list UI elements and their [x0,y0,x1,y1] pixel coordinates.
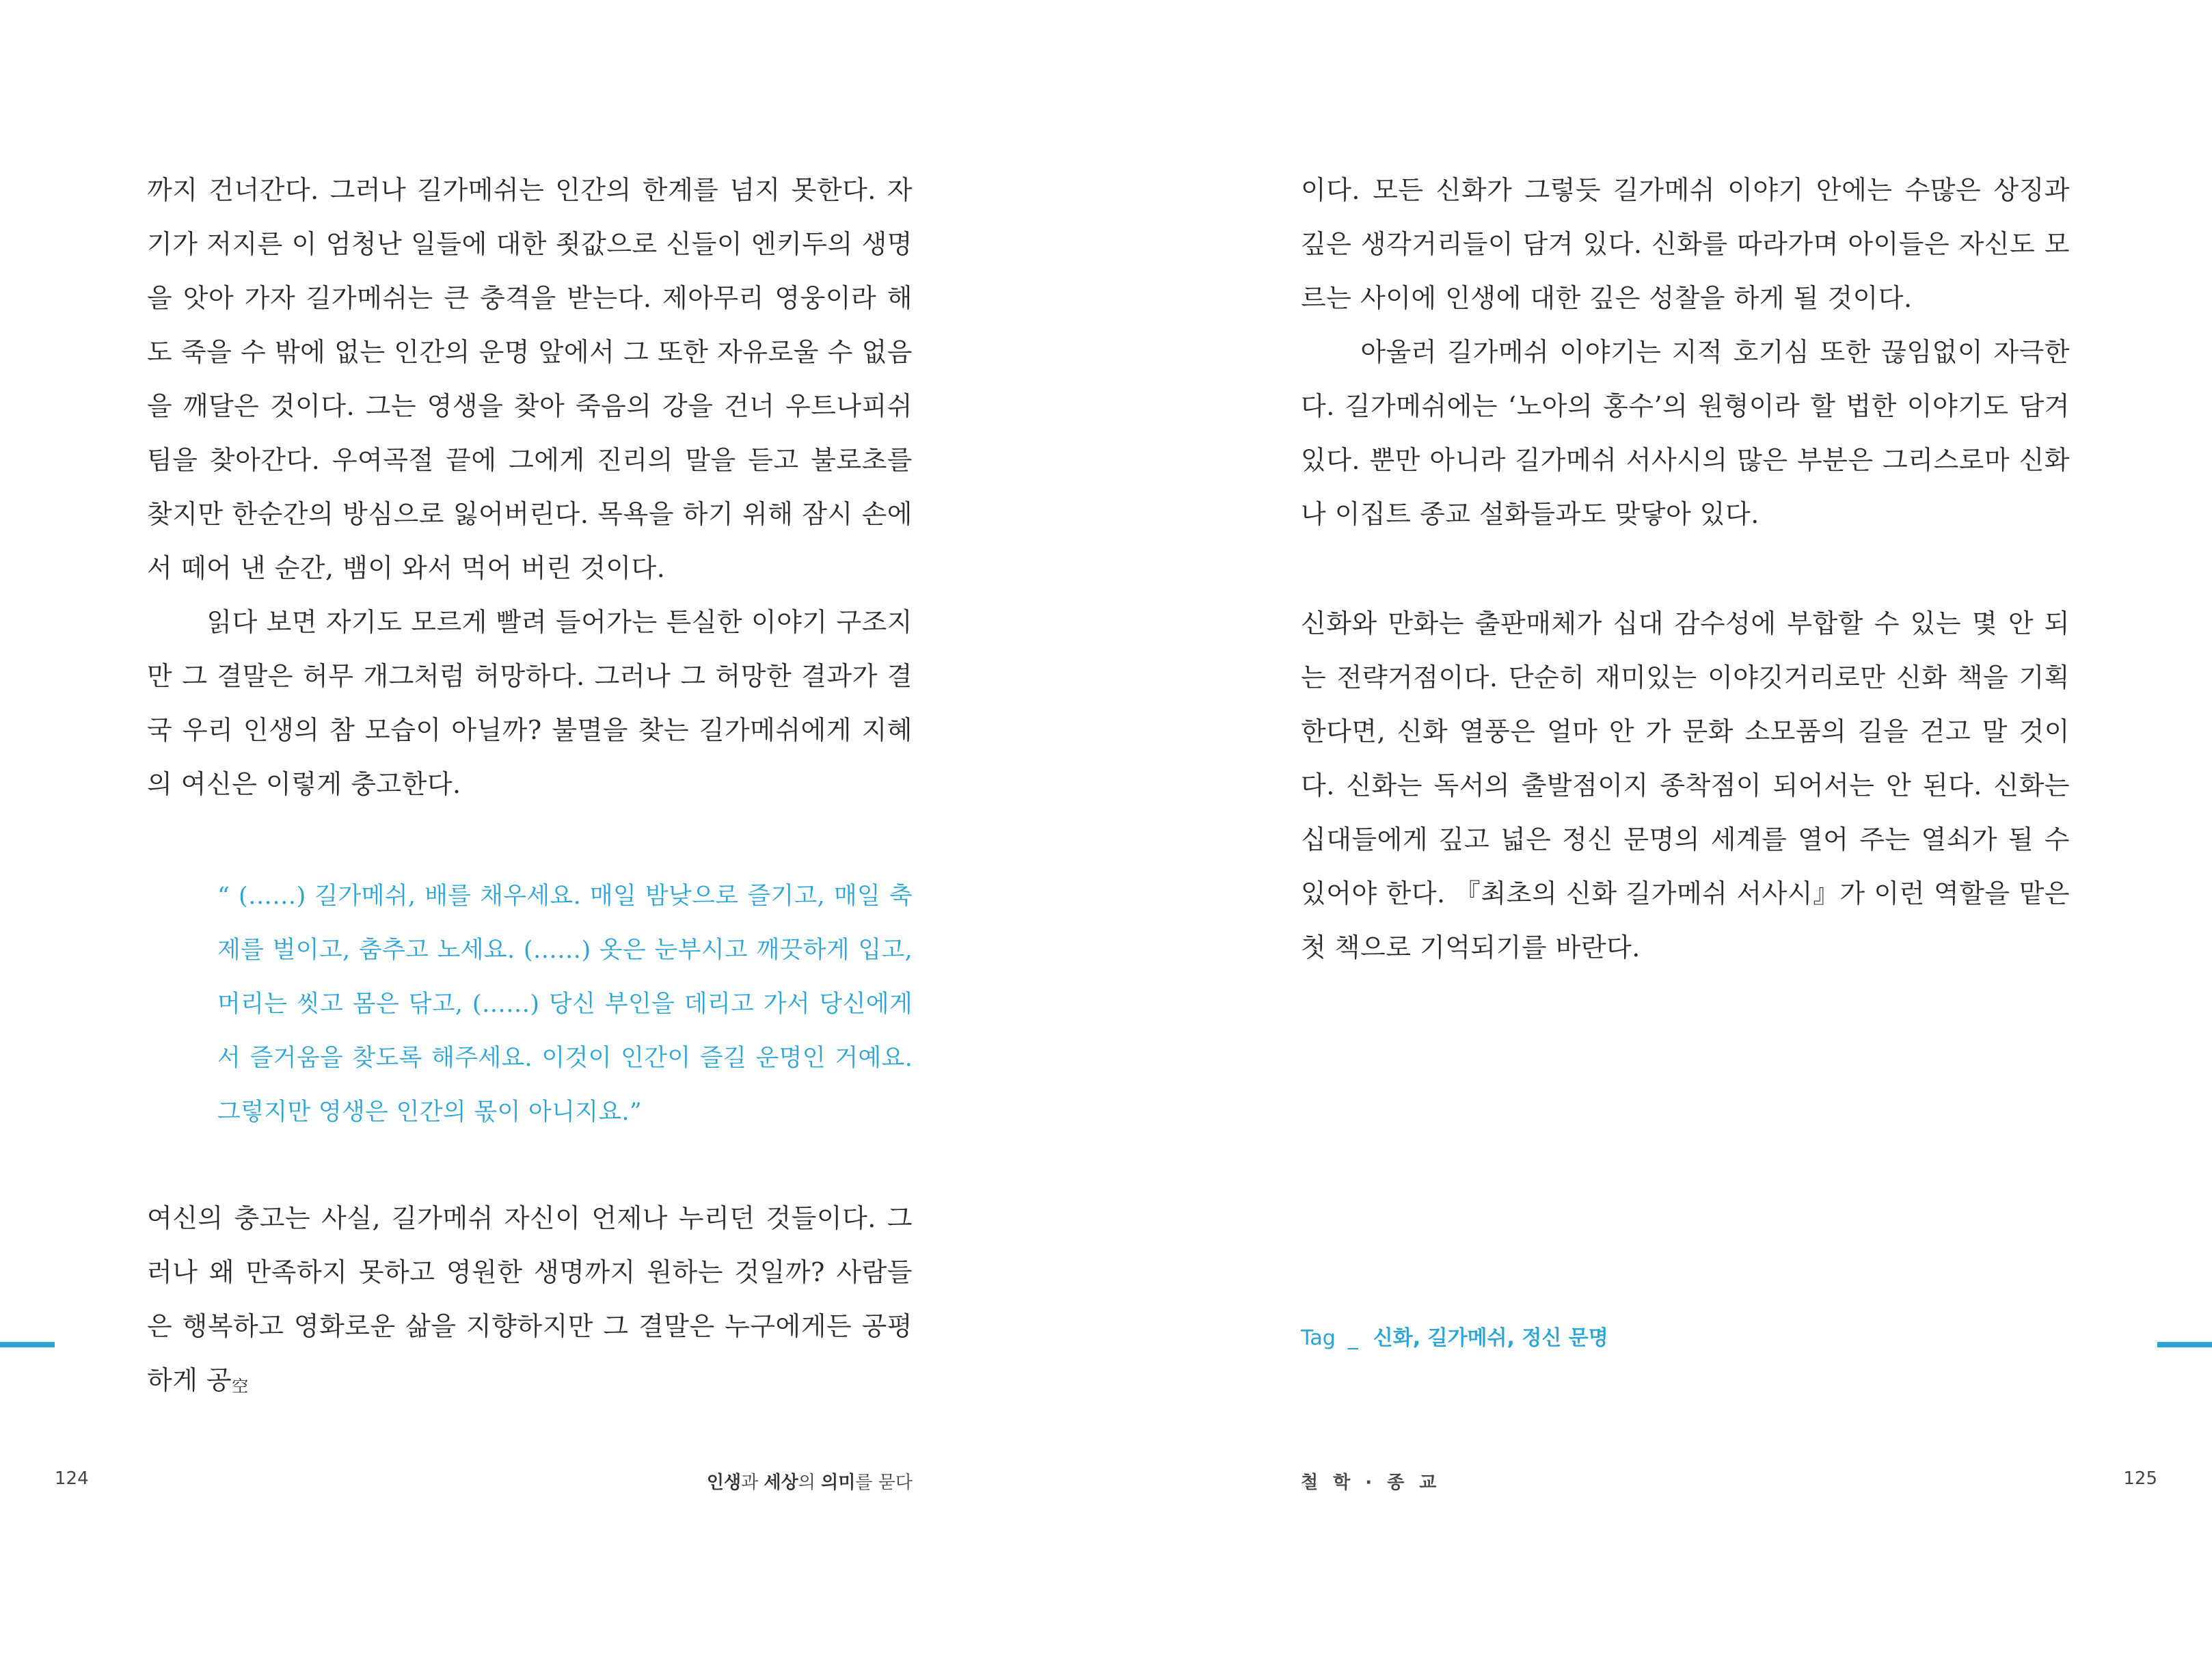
tag-separator: _ [1347,1326,1358,1350]
accent-bar-left [0,1342,55,1347]
header-char: 종 [1387,1472,1405,1493]
paragraph [147,1192,913,1414]
right-mid-text [1301,597,2070,975]
header-particle: 의 [798,1472,822,1493]
header-particle: 를 묻다 [855,1472,913,1493]
header-char: 철 [1301,1472,1319,1493]
block-quote [217,870,913,1140]
paragraph: 읽다 보면 자기도 모르게 빨려 들어가는 튼실한 이야기 구조지만 그 결말은 허무 개그처럼 허망하다. 그러나 그 허망한 결과가 결국 우리 인생의 참 모습이 아닐까? 불멸을 찾는 길가메쉬에게 지혜의 여신은 이렇게 충고한다. [147,607,913,799]
quote-text: “ (……) 길가메쉬, 배를 채우세요. 매일 밤낮으로 즐기고, 매일 축제를 벌이고, 춤추고 노세요. (……) 옷은 눈부시고 깨끗하게 입고, 머리는 씻고 몸은 닦고, (……) 당신 부인을 데리고 가서 당신에게서 즐거움을 찾도록 해주세요. 이것이 인간이 즐길 운명인 거예요. 그렇지만 영생은 인간의 몫이 아니지요.” [217,883,913,1126]
paragraph-text: 여신의 충고는 사실, 길가메쉬 자신이 언제나 누리던 것들이다. 그러나 왜 만족하지 못하고 영원한 생명까지 원하는 것일까? 사람들은 행복하고 영화로운 삶을 지향하지만 그 결말은 누구에게든 공평하게 공 [147,1203,913,1395]
page-number-right: 125 [2123,1468,2157,1489]
header-char: · [1365,1472,1373,1493]
header-char: 교 [1419,1472,1437,1493]
page-number-left: 124 [55,1468,89,1489]
header-particle: 과 [741,1472,764,1493]
left-body-text [147,163,913,811]
header-word: 의미 [821,1472,856,1493]
tag-values: 신화, 길가메쉬, 정신 문명 [1373,1326,1608,1350]
right-top-text [1301,163,2070,541]
tag-label: Tag [1301,1326,1336,1350]
header-word: 세상 [764,1472,798,1493]
right-page [1106,0,2212,1655]
left-bottom-text [147,1192,913,1414]
tag-line [1301,1321,1608,1351]
running-header-right [1301,1468,1451,1494]
header-char: 학 [1333,1472,1351,1493]
accent-bar-right [2157,1342,2212,1347]
paragraph: 이다. 모든 신화가 그렇듯 길가메쉬 이야기 안에는 수많은 상징과 깊은 생각거리들이 담겨 있다. 신화를 따라가며 아이들은 자신도 모르는 사이에 인생에 대한 깊은 성찰을 하게 될 것이다. [1301,175,2070,313]
hanja-annotation: 空 [232,1377,249,1396]
paragraph: 아울러 길가메쉬 이야기는 지적 호기심 또한 끊임없이 자극한다. 길가메쉬에는 ‘노아의 홍수’의 원형이라 할 법한 이야기도 담겨 있다. 뿐만 아니라 길가메쉬 서사시의 많은 부분은 그리스로마 신화나 이집트 종교 설화들과도 맞닿아 있다. [1301,337,2070,529]
running-header-left [707,1468,913,1494]
paragraph: 신화와 만화는 출판매체가 십대 감수성에 부합할 수 있는 몇 안 되는 전략거점이다. 단순히 재미있는 이야깃거리로만 신화 책을 기획한다면, 신화 열풍은 얼마 안 가 문화 소모품의 길을 걷고 말 것이다. 신화는 독서의 출발점이지 종착점이 되어서는 안 된다. 신화는 십대들에게 깊고 넓은 정신 문명의 세계를 열어 주는 열쇠가 될 수 있어야 한다. 『최초의 신화 길가메쉬 서사시』가 이런 역할을 맡은 첫 책으로 기억되기를 바란다. [1301,608,2070,963]
header-word: 인생 [706,1472,742,1493]
paragraph: 까지 건너간다. 그러나 길가메쉬는 인간의 한계를 넘지 못한다. 자기가 저지른 이 엄청난 일들에 대한 죗값으로 신들이 엔키두의 생명을 앗아 가자 길가메쉬는 큰 충격을 받는다. 제아무리 영웅이라 해도 죽을 수 밖에 없는 인간의 운명 앞에서 그 또한 자유로울 수 없음을 깨달은 것이다. 그는 영생을 찾아 죽음의 강을 건너 우트나피쉬팀을 찾아간다. 우여곡절 끝에 그에게 진리의 말을 듣고 불로초를 찾지만 한순간의 방심으로 잃어버린다. 목욕을 하기 위해 잠시 손에서 떼어 낸 순간, 뱀이 와서 먹어 버린 것이다. [147,175,913,583]
